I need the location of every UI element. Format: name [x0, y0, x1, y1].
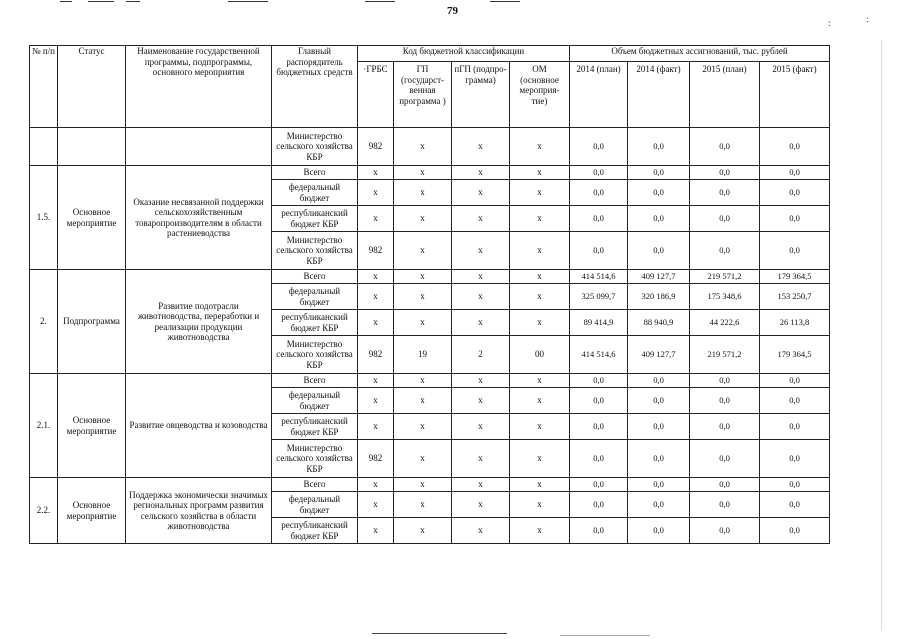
row-2015-fact: 179 364,5: [760, 270, 830, 284]
row-2014-fact: 0,0: [628, 232, 690, 270]
row-manager: республиканский бюджет КБР: [272, 518, 358, 544]
row-2014-plan: 0,0: [570, 128, 628, 166]
row-gp: х: [394, 310, 452, 336]
row-2014-fact: 409 127,7: [628, 270, 690, 284]
row-grbs: х: [358, 388, 394, 414]
table-row: [30, 478, 830, 492]
row-2014-plan: 0,0: [570, 414, 628, 440]
row-manager: Всего: [272, 374, 358, 388]
row-2014-fact: 0,0: [628, 128, 690, 166]
row-om: х: [510, 270, 570, 284]
row-gp: 19: [394, 336, 452, 374]
row-2014-fact: 0,0: [628, 374, 690, 388]
row-2015-fact: 0,0: [760, 440, 830, 478]
row-status: Основное мероприятие: [58, 374, 126, 478]
row-om: х: [510, 414, 570, 440]
row-pgp: х: [452, 310, 510, 336]
row-om: х: [510, 310, 570, 336]
row-2015-fact: 0,0: [760, 492, 830, 518]
row-pgp: х: [452, 440, 510, 478]
row-number: 2.1.: [30, 374, 58, 478]
row-manager: Министерство сельского хозяйства КБР: [272, 440, 358, 478]
row-status: [58, 128, 126, 166]
header-om: ОМ (основное мероприя- тие): [510, 62, 570, 128]
row-2015-fact: 0,0: [760, 374, 830, 388]
row-2015-fact: 0,0: [760, 166, 830, 180]
row-manager: Всего: [272, 166, 358, 180]
row-2015-fact: 0,0: [760, 414, 830, 440]
row-manager: Министерство сельского хозяйства КБР: [272, 336, 358, 374]
row-2014-fact: 0,0: [628, 478, 690, 492]
table-row: [30, 128, 830, 166]
row-om: х: [510, 388, 570, 414]
row-grbs: 982: [358, 128, 394, 166]
page-number: 79: [447, 5, 458, 17]
row-manager: федеральный бюджет: [272, 388, 358, 414]
row-grbs: х: [358, 206, 394, 232]
row-program-name: Поддержка экономически значимых региональных программ развития сельского хозяйства в области животноводства: [126, 478, 272, 544]
table-row: [30, 374, 830, 388]
row-2015-fact: 0,0: [760, 180, 830, 206]
row-om: х: [510, 206, 570, 232]
scan-right-edge: [881, 40, 882, 630]
row-gp: х: [394, 388, 452, 414]
scan-bottom-mark: [372, 633, 507, 634]
header-status: Статус: [58, 46, 126, 128]
scan-top-marks: [60, 0, 540, 3]
row-2014-fact: 0,0: [628, 414, 690, 440]
row-2014-fact: 0,0: [628, 388, 690, 414]
row-2014-fact: 0,0: [628, 206, 690, 232]
header-pgp: пГП (подпро- грамма): [452, 62, 510, 128]
row-gp: х: [394, 232, 452, 270]
header-2015-plan: 2015 (план): [690, 62, 760, 128]
row-gp: х: [394, 270, 452, 284]
row-2015-fact: 0,0: [760, 388, 830, 414]
row-om: х: [510, 232, 570, 270]
row-2015-plan: 219 571,2: [690, 336, 760, 374]
row-pgp: х: [452, 518, 510, 544]
scan-speck: :: [828, 18, 831, 28]
row-2014-plan: 0,0: [570, 374, 628, 388]
row-gp: х: [394, 492, 452, 518]
row-2014-plan: 0,0: [570, 478, 628, 492]
row-pgp: х: [452, 478, 510, 492]
row-om: х: [510, 166, 570, 180]
row-2015-plan: 0,0: [690, 206, 760, 232]
header-2014-plan: 2014 (план): [570, 62, 628, 128]
row-status: Основное мероприятие: [58, 166, 126, 270]
budget-table: [29, 45, 830, 544]
row-manager: республиканский бюджет КБР: [272, 206, 358, 232]
row-2015-plan: 0,0: [690, 492, 760, 518]
row-grbs: х: [358, 166, 394, 180]
row-2014-fact: 0,0: [628, 166, 690, 180]
row-2015-fact: 0,0: [760, 128, 830, 166]
row-gp: х: [394, 478, 452, 492]
table-row: [30, 270, 830, 284]
row-pgp: х: [452, 270, 510, 284]
row-2014-plan: 89 414,9: [570, 310, 628, 336]
row-om: х: [510, 284, 570, 310]
row-2014-plan: 0,0: [570, 232, 628, 270]
row-om: х: [510, 492, 570, 518]
row-pgp: х: [452, 492, 510, 518]
row-gp: х: [394, 440, 452, 478]
row-program-name: Развитие подотрасли животноводства, переработки и реализации продукции животноводства: [126, 270, 272, 374]
row-number: 1.5.: [30, 166, 58, 270]
row-2015-plan: 175 348,6: [690, 284, 760, 310]
row-grbs: х: [358, 270, 394, 284]
row-2015-plan: 0,0: [690, 478, 760, 492]
row-2015-plan: 0,0: [690, 518, 760, 544]
row-2015-fact: 26 113,8: [760, 310, 830, 336]
row-pgp: х: [452, 166, 510, 180]
row-2014-plan: 0,0: [570, 206, 628, 232]
row-grbs: х: [358, 180, 394, 206]
row-2015-plan: 0,0: [690, 128, 760, 166]
row-program-name: Оказание несвязанной поддержки сельскохозяйственным товаропроизводителям в области растениеводства: [126, 166, 272, 270]
row-2015-plan: 0,0: [690, 414, 760, 440]
row-gp: х: [394, 518, 452, 544]
scan-speck: :: [866, 14, 869, 24]
row-om: х: [510, 374, 570, 388]
row-gp: х: [394, 206, 452, 232]
row-manager: Всего: [272, 478, 358, 492]
row-number: 2.2.: [30, 478, 58, 544]
row-om: х: [510, 478, 570, 492]
row-2014-plan: 0,0: [570, 388, 628, 414]
row-om: х: [510, 180, 570, 206]
row-2015-plan: 44 222,6: [690, 310, 760, 336]
row-grbs: х: [358, 518, 394, 544]
row-2014-fact: 320 186,9: [628, 284, 690, 310]
row-pgp: х: [452, 206, 510, 232]
row-om: х: [510, 128, 570, 166]
row-pgp: х: [452, 414, 510, 440]
row-2014-fact: 88 940,9: [628, 310, 690, 336]
row-pgp: х: [452, 232, 510, 270]
row-2015-fact: 0,0: [760, 518, 830, 544]
header-gp: ГП (государст- венная программа ): [394, 62, 452, 128]
row-gp: х: [394, 128, 452, 166]
header-2015-fact: 2015 (факт): [760, 62, 830, 128]
row-2014-plan: 0,0: [570, 440, 628, 478]
row-manager: республиканский бюджет КБР: [272, 414, 358, 440]
row-status: Подпрограмма: [58, 270, 126, 374]
header-manager: Главный распорядитель бюджетных средств: [272, 46, 358, 128]
row-grbs: 982: [358, 440, 394, 478]
row-manager: федеральный бюджет: [272, 284, 358, 310]
row-2014-fact: 409 127,7: [628, 336, 690, 374]
row-2014-fact: 0,0: [628, 440, 690, 478]
row-gp: х: [394, 180, 452, 206]
row-manager: Министерство сельского хозяйства КБР: [272, 128, 358, 166]
header-name: Наименование государственной программы, подпрограммы, основного мероприятия: [126, 46, 272, 128]
row-manager: федеральный бюджет: [272, 492, 358, 518]
row-pgp: х: [452, 180, 510, 206]
header-grbs: ·ГРБС: [358, 62, 394, 128]
header-allocation-group: Объем бюджетных ассигнований, тыс. рублей: [570, 46, 830, 62]
row-2015-fact: 0,0: [760, 206, 830, 232]
row-grbs: х: [358, 374, 394, 388]
row-2014-plan: 325 099,7: [570, 284, 628, 310]
row-pgp: х: [452, 388, 510, 414]
header-2014-fact: 2014 (факт): [628, 62, 690, 128]
row-2014-fact: 0,0: [628, 180, 690, 206]
header-number: № п/п: [30, 46, 58, 128]
row-om: 00: [510, 336, 570, 374]
row-program-name: [126, 128, 272, 166]
row-manager: республиканский бюджет КБР: [272, 310, 358, 336]
row-2014-plan: 0,0: [570, 180, 628, 206]
row-2015-fact: 0,0: [760, 232, 830, 270]
row-2014-plan: 414 514,6: [570, 270, 628, 284]
row-2014-plan: 0,0: [570, 518, 628, 544]
row-2015-plan: 0,0: [690, 232, 760, 270]
row-gp: х: [394, 284, 452, 310]
row-om: х: [510, 440, 570, 478]
row-2014-fact: 0,0: [628, 492, 690, 518]
table-row: [30, 166, 830, 180]
row-pgp: х: [452, 374, 510, 388]
row-grbs: х: [358, 284, 394, 310]
row-number: 2.: [30, 270, 58, 374]
row-manager: федеральный бюджет: [272, 180, 358, 206]
row-om: х: [510, 518, 570, 544]
row-2015-plan: 0,0: [690, 388, 760, 414]
row-grbs: х: [358, 310, 394, 336]
row-2014-plan: 414 514,6: [570, 336, 628, 374]
row-2014-plan: 0,0: [570, 492, 628, 518]
row-pgp: х: [452, 284, 510, 310]
row-number: [30, 128, 58, 166]
row-grbs: х: [358, 414, 394, 440]
row-2015-plan: 0,0: [690, 374, 760, 388]
row-program-name: Развитие овцеводства и козоводства: [126, 374, 272, 478]
row-2015-plan: 0,0: [690, 180, 760, 206]
row-pgp: х: [452, 128, 510, 166]
row-gp: х: [394, 414, 452, 440]
table-body: [30, 128, 830, 544]
row-2015-plan: 0,0: [690, 166, 760, 180]
row-2015-fact: 153 250,7: [760, 284, 830, 310]
header-budget-code-group: Код бюджетной классификации: [358, 46, 570, 62]
row-status: Основное мероприятие: [58, 478, 126, 544]
row-manager: Всего: [272, 270, 358, 284]
row-gp: х: [394, 166, 452, 180]
row-2015-plan: 0,0: [690, 440, 760, 478]
row-gp: х: [394, 374, 452, 388]
row-grbs: х: [358, 492, 394, 518]
row-grbs: 982: [358, 232, 394, 270]
row-2015-fact: 179 364,5: [760, 336, 830, 374]
row-2014-fact: 0,0: [628, 518, 690, 544]
scan-bottom-mark: [560, 635, 650, 636]
row-pgp: 2: [452, 336, 510, 374]
row-manager: Министерство сельского хозяйства КБР: [272, 232, 358, 270]
row-2015-fact: 0,0: [760, 478, 830, 492]
row-2015-plan: 219 571,2: [690, 270, 760, 284]
row-grbs: х: [358, 478, 394, 492]
row-grbs: 982: [358, 336, 394, 374]
row-2014-plan: 0,0: [570, 166, 628, 180]
